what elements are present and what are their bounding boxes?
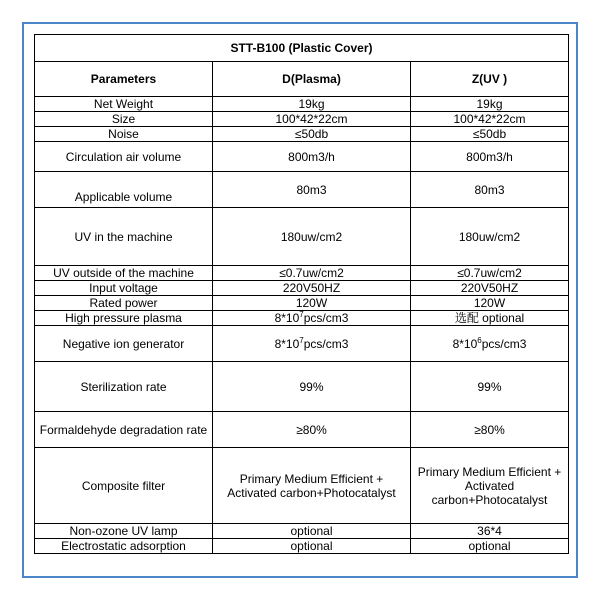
row-z-value: 99%: [411, 362, 569, 412]
row-param: UV outside of the machine: [35, 266, 213, 281]
row-d-value: ≤0.7uw/cm2: [213, 266, 411, 281]
header-d-plasma: D(Plasma): [213, 62, 411, 97]
header-row: [35, 62, 569, 97]
row-d-value: 800m3/h: [213, 142, 411, 172]
row-z-value: ≤0.7uw/cm2: [411, 266, 569, 281]
row-d-value: optional: [213, 524, 411, 539]
d-unit: pcs/cm3: [303, 336, 349, 351]
row-z-value: 选配 optional: [411, 311, 569, 326]
table-row: [35, 362, 569, 412]
row-d-value: ≥80%: [213, 412, 411, 448]
d-base: 8*10: [274, 336, 300, 351]
table-row: [35, 172, 569, 208]
row-param: Size: [35, 112, 213, 127]
row-z-value: ≥80%: [411, 412, 569, 448]
row-param: Rated power: [35, 296, 213, 311]
row-param: Input voltage: [35, 281, 213, 296]
row-z-value: 220V50HZ: [411, 281, 569, 296]
d-exponent: 7: [299, 310, 304, 319]
row-z-value: 80m3: [411, 172, 569, 208]
row-z-value: 100*42*22cm: [411, 112, 569, 127]
row-d-value: 220V50HZ: [213, 281, 411, 296]
row-z-value: Primary Medium Efficient + Activated carbon+Photocatalyst: [411, 448, 569, 524]
row-z-value: 180uw/cm2: [411, 208, 569, 266]
table-row: [35, 97, 569, 112]
table-row: [35, 112, 569, 127]
z-exponent: 6: [477, 335, 482, 345]
z-unit: pcs/cm3: [481, 336, 527, 351]
table-row: [35, 208, 569, 266]
d-base: 8*10: [274, 311, 300, 325]
d-exponent: 7: [299, 335, 304, 345]
row-param: Applicable volume: [35, 172, 213, 208]
table-row: [35, 266, 569, 281]
row-d-value: [213, 326, 411, 362]
row-z-value: 800m3/h: [411, 142, 569, 172]
row-d-value: [213, 311, 411, 326]
row-d-value: 180uw/cm2: [213, 208, 411, 266]
row-param: Formaldehyde degradation rate: [35, 412, 213, 448]
row-z-value: 19kg: [411, 97, 569, 112]
header-parameters: Parameters: [35, 62, 213, 97]
row-param: Electrostatic adsorption: [35, 539, 213, 554]
table-row: [35, 127, 569, 142]
table-row: [35, 524, 569, 539]
table-row: [35, 281, 569, 296]
row-param: Net Weight: [35, 97, 213, 112]
row-d-value: ≤50db: [213, 127, 411, 142]
d-unit: pcs/cm3: [303, 311, 349, 325]
row-d-value: optional: [213, 539, 411, 554]
row-d-value: 120W: [213, 296, 411, 311]
table-row: [35, 412, 569, 448]
row-d-value: 100*42*22cm: [213, 112, 411, 127]
row-z-value: optional: [411, 539, 569, 554]
row-d-value: 80m3: [213, 172, 411, 208]
z-base: 8*10: [452, 336, 478, 351]
table-row: [35, 296, 569, 311]
table-title: STT-B100 (Plastic Cover): [35, 35, 569, 62]
row-d-value: 99%: [213, 362, 411, 412]
table-row: [35, 539, 569, 554]
row-z-value: [411, 326, 569, 362]
table-row: [35, 448, 569, 524]
header-z-uv: Z(UV ): [411, 62, 569, 97]
row-d-value: 19kg: [213, 97, 411, 112]
row-z-value: 120W: [411, 296, 569, 311]
row-param: Negative ion generator: [35, 326, 213, 362]
row-z-value: ≤50db: [411, 127, 569, 142]
row-param: Noise: [35, 127, 213, 142]
spec-table-frame: [22, 22, 578, 578]
row-param: Composite filter: [35, 448, 213, 524]
row-d-value: Primary Medium Efficient + Activated carbon+Photocatalyst: [213, 448, 411, 524]
row-z-value: 36*4: [411, 524, 569, 539]
row-param: High pressure plasma: [35, 311, 213, 326]
table-row: [35, 142, 569, 172]
table-title-row: [35, 35, 569, 62]
row-param: Non-ozone UV lamp: [35, 524, 213, 539]
row-param: Sterilization rate: [35, 362, 213, 412]
spec-table: [34, 34, 569, 554]
table-row: [35, 326, 569, 362]
table-row: [35, 311, 569, 326]
row-param: Circulation air volume: [35, 142, 213, 172]
row-param: UV in the machine: [35, 208, 213, 266]
